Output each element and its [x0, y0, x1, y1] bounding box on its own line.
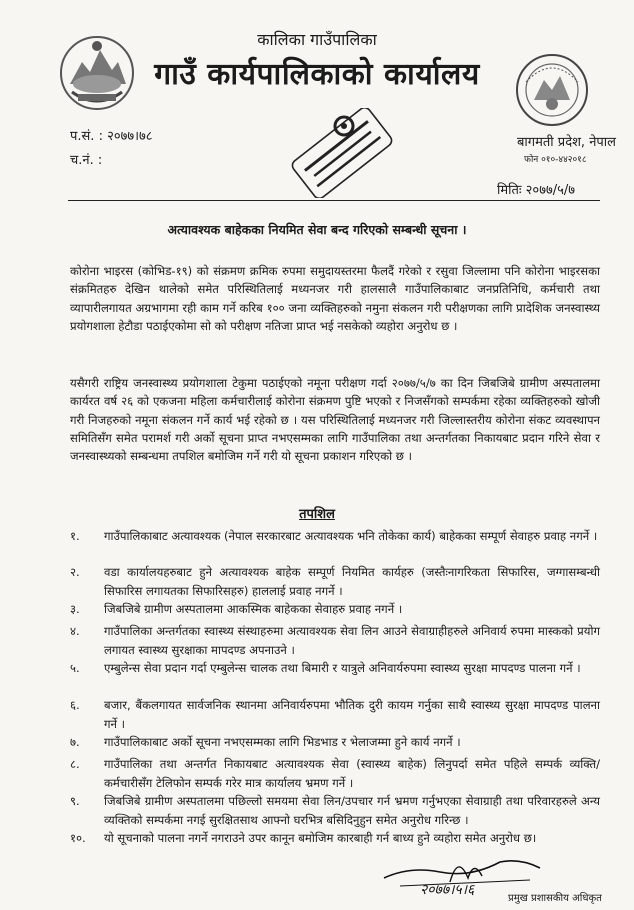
signature-date: २०७७।५।६: [420, 882, 475, 898]
paragraph-intro: कोरोना भाइरस (कोभिड-१९) को संक्रमण क्रमिक रुपमा समुदायस्तरमा फैलदैं गरेको र रसुवा जिल्लामा पनि कोरोना भाइरसका संक्रमितहरु देखिन थालेको समेत परिस्थितिलाई मध्यनजर गरी हालसालै गाउँपालिकाबाट जनप्रतिनिधि, कर्मचारी तथा व्यापारीलगायत अग्रभागमा रही काम गर्ने करिब १०० जना व्यक्तिहरुको नमुना संकलन गरी परीक्षणका लागि प्रादेशिक जनस्वास्थ्य प्रयोगशाला हेटौडा पठाईएकोमा सो को परीक्षण नतिजा प्राप्त भई नसकेको व्यहोरा अनुरोध छ ।: [70, 264, 600, 333]
header-divider: [68, 200, 600, 201]
list-item-number: २.: [70, 565, 80, 579]
list-item-text: गाउँपालिका अन्तर्गतका स्वास्थ्य संस्थाहरुमा अत्यावश्यक सेवा लिन आउने सेवाग्राहीहरुले अनिवार्य रुपमा मास्कको प्रयोग लगायत स्वास्थ्य सुरक्षाका मापदण्ड अपनाउने ।: [104, 624, 600, 657]
list-item-number: ३.: [70, 602, 80, 616]
reference-number: प.सं. : २०७७।७८: [70, 129, 153, 144]
office-title: गाउँ कार्यपालिकाको कार्यालय: [154, 57, 480, 92]
list-item: [70, 696, 600, 733]
list-item: [70, 563, 600, 600]
list-item-text: गाउँपालिकाबाट अत्यावश्यक (नेपाल सरकारबाट अत्यावश्यक भनि तोकेका कार्य) बाहेकका सम्पूर्ण सेवाहरु प्रवाह नगर्ने ।: [104, 529, 598, 543]
list-item-number: ६.: [70, 698, 80, 712]
list-item: [70, 755, 600, 792]
list-item-number: १.: [70, 529, 80, 543]
list-item-text: जिबजिबे ग्रामीण अस्पतालमा पछिल्लो समयमा सेवा लिन/उपचार गर्न भ्रमण गर्नुभएका सेवाग्राही तथा परिवारहरुले अन्य व्यक्तिको सम्पर्कमा नगई सुरक्षितसाथ आफ्नो घरभित्र बसिदिनुहुन समेत अनुरोध गरिन्छ ।: [104, 794, 600, 827]
office-stamp-icon: [282, 108, 402, 198]
signatory-title: प्रमुख प्रशासकीय अधिकृत: [508, 893, 602, 904]
list-item-text: गाउँपालिकाबाट अर्को सूचना नभएसम्मका लागि भिडभाड र भेलाजम्मा हुने कार्य नगर्ने ।: [104, 735, 461, 749]
list-item: [70, 600, 600, 619]
municipality-name: कालिका गाउँपालिका: [257, 30, 377, 49]
list-item-number: ९.: [70, 794, 80, 808]
notice-subject: अत्यावश्यक बाहेकका नियमित सेवा बन्द गरिएको सम्बन्धी सूचना ।: [167, 222, 467, 237]
list-item: [70, 829, 600, 848]
list-item: [70, 527, 600, 546]
list-item-number: १०.: [70, 831, 86, 845]
list-item: [70, 622, 600, 659]
list-item-number: ८.: [70, 757, 80, 771]
list-item-number: ४.: [70, 624, 80, 638]
tapsil-heading: तपशिल: [299, 507, 335, 522]
list-item-text: जिबजिबे ग्रामीण अस्पतालमा आकस्मिक बाहेकका सेवाहरु प्रवाह नगर्ने ।: [104, 602, 403, 616]
list-item: [70, 733, 600, 752]
province-line: बागमती प्रदेश, नेपाल: [517, 135, 616, 150]
list-item-number: ५.: [70, 661, 80, 675]
list-item-text: बजार, बैंकलगायत सार्वजनिक स्थानमा अनिवार्यरुपमा भौतिक दुरी कायम गर्नुका साथै स्वास्थ्य सुरक्षा मापदण्ड पालना गर्ने ।: [104, 698, 600, 731]
dispatch-number: च.नं. :: [70, 153, 103, 168]
list-item-text: एम्बुलेन्स सेवा प्रदान गर्दा एम्बुलेन्स चालक तथा बिमारी र यात्रुले अनिवार्यरुपमा स्वास्थ्य सुरक्षा मापदण्ड पालना गर्ने ।: [104, 661, 581, 675]
list-item-text: वडा कार्यालयहरुबाट हुने अत्यावश्यक बाहेक सम्पूर्ण नियमित कार्यहरु (जस्तैःनागरिकता सिफारिस, जग्गासम्बन्धी सिफारिस लगायतका सिफारिसहरु) हाललाई प्रवाह नगर्ने ।: [104, 565, 600, 598]
municipality-seal-icon: [514, 52, 590, 128]
list-item-text: यो सूचनाको पालना नगर्ने नगराउने उपर कानून बमोजिम कारबाही गर्न बाध्य हुने व्यहोरा समेत अनुरोध छ।: [104, 831, 537, 845]
notice-date: मितिः २०७७/५/७: [497, 183, 575, 198]
list-item: [70, 659, 600, 678]
phone-number: फोन ०१०-४४२०१८: [524, 155, 587, 165]
list-item-number: ७.: [70, 735, 80, 749]
list-item-text: गाउँपालिका तथा अन्तर्गत निकायबाट अत्यावश्यक सेवा (स्वास्थ्य बाहेक) लिनुपर्दा समेत पहिले सम्पर्क व्यक्ति/कर्मचारीसँग टेलिफोन सम्पर्क गरेर मात्र कार्यालय भ्रमण गर्ने ।: [104, 757, 600, 790]
paragraph-details: यसैगरी राष्ट्रिय जनस्वास्थ्य प्रयोगशाला टेकुमा पठाईएको नमूना परीक्षण गर्दा २०७७/५/७ का दिन जिबजिबे ग्रामीण अस्पतालमा कार्यरत वर्ष २६ को एकजना महिला कर्मचारीलाई कोरोना संक्रमण पुष्टि भएको र निजसँगको सम्पर्कमा रहेका व्यक्तिहरुको खोजी गरी निजहरुको नमूना संकलन गर्ने कार्य भई रहेको छ । यस परिस्थितिलाई मध्यनजर गरी जिल्लास्तरीय कोरोना संकट व्यवस्थापन समितिसँग समेत परामर्श गरी अर्को सूचना प्राप्त नभएसम्मका लागि गाउँपालिका तथा अन्तर्गतका निकायबाट प्रदान गरिने सेवा र जनस्वास्थ्यको सम्बन्धमा तपशिल बमोजिम गर्ने गरी यो सूचना प्रकाशन गरिएको छ ।: [70, 376, 600, 464]
list-item: [70, 792, 600, 829]
